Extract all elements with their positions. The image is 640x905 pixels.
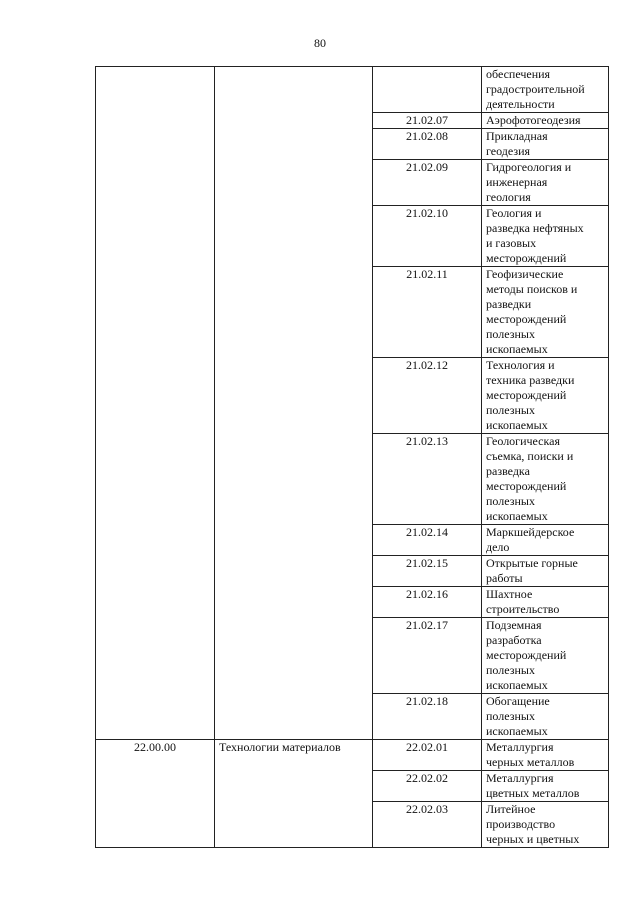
specialties-table (95, 66, 609, 848)
specialty-code: 22.02.01 (373, 740, 482, 771)
specialty-name: Геология и разведка нефтяных и газовых месторождений (482, 206, 609, 267)
group-code-cell (96, 67, 215, 740)
specialty-name: Металлургия цветных металлов (482, 771, 609, 802)
specialty-name: Геофизические методы поисков и разведки месторождений полезных ископаемых (482, 267, 609, 358)
specialty-name: Шахтное строительство (482, 587, 609, 618)
table-body (96, 67, 609, 848)
page-number: 80 (314, 36, 326, 50)
specialty-code: 21.02.16 (373, 587, 482, 618)
specialty-name: Геологическая съемка, поиски и разведка месторождений полезных ископаемых (482, 434, 609, 525)
specialty-code: 21.02.07 (373, 113, 482, 129)
specialty-name: Обогащение полезных ископаемых (482, 694, 609, 740)
specialty-code (373, 67, 482, 113)
specialty-code: 21.02.13 (373, 434, 482, 525)
group-name-cell (215, 67, 373, 740)
specialty-code: 21.02.09 (373, 160, 482, 206)
specialty-name: Гидрогеология и инженерная геология (482, 160, 609, 206)
specialty-code: 21.02.15 (373, 556, 482, 587)
specialty-code: 21.02.10 (373, 206, 482, 267)
specialty-name: Аэрофотогеодезия (482, 113, 609, 129)
specialty-code: 21.02.08 (373, 129, 482, 160)
specialty-code: 22.02.03 (373, 802, 482, 848)
specialty-code: 21.02.14 (373, 525, 482, 556)
specialty-code: 21.02.11 (373, 267, 482, 358)
group-name-cell: Технологии материалов (215, 740, 373, 848)
specialty-name: Литейное производство черных и цветных (482, 802, 609, 848)
specialty-code: 21.02.17 (373, 618, 482, 694)
specialty-code: 22.02.02 (373, 771, 482, 802)
table-row (96, 740, 609, 771)
specialty-name: Металлургия черных металлов (482, 740, 609, 771)
specialty-name: Технология и техника разведки месторождений полезных ископаемых (482, 358, 609, 434)
table-row (96, 67, 609, 113)
group-code-cell: 22.00.00 (96, 740, 215, 848)
specialty-name: Прикладная геодезия (482, 129, 609, 160)
specialty-name: Маркшейдерское дело (482, 525, 609, 556)
specialty-code: 21.02.12 (373, 358, 482, 434)
specialty-name: обеспечения градостроительной деятельности (482, 67, 609, 113)
specialty-code: 21.02.18 (373, 694, 482, 740)
specialty-name: Открытые горные работы (482, 556, 609, 587)
specialty-name: Подземная разработка месторождений полезных ископаемых (482, 618, 609, 694)
